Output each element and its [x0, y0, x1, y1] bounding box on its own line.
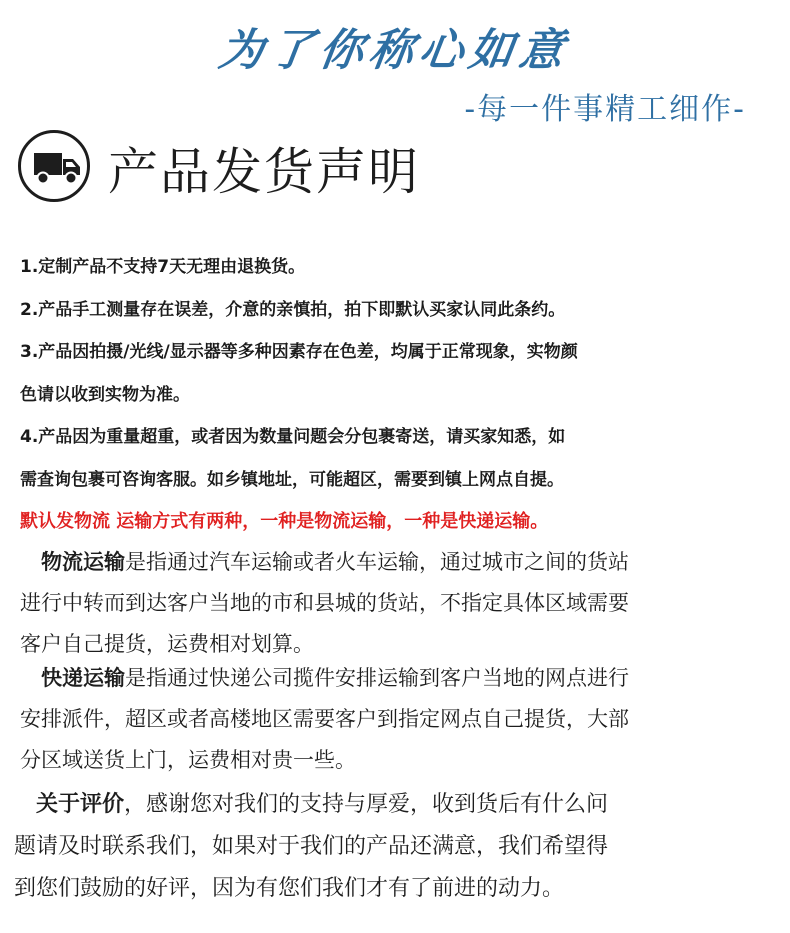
express-text: 是指通过快递公司揽件安排运输到客户当地的网点进行 — [125, 666, 629, 690]
notes-list — [20, 246, 780, 544]
express-text: 分区域送货上门，运费相对贵一些。 — [20, 748, 356, 772]
express-term: 快递运输 — [41, 666, 125, 690]
slogan: 为了你称心如意 — [215, 25, 573, 76]
express-paragraph — [20, 658, 770, 781]
highlight-note: 默认发物流 运输方式有两种，一种是物流运输，一种是快递运输。 — [20, 511, 549, 532]
review-term: 关于评价 — [36, 792, 125, 817]
logistics-term: 物流运输 — [41, 550, 125, 574]
review-text: 题请及时联系我们，如果对于我们的产品还满意，我们希望得 — [14, 834, 609, 859]
logistics-text: 进行中转而到达客户当地的市和县城的货站，不指定具体区域需要 — [20, 591, 629, 615]
note-line: 2.产品手工测量存在误差，介意的亲慎拍，拍下即默认买家认同此条约。 — [20, 299, 566, 320]
logistics-text: 是指通过汽车运输或者火车运输，通过城市之间的货站 — [125, 550, 629, 574]
tagline: -每一件事精工细作- — [464, 92, 746, 127]
logistics-text: 客户自己提货，运费相对划算。 — [20, 632, 314, 656]
page-title: 产品发货声明 — [108, 143, 420, 201]
note-line: 3.产品因拍摄/光线/显示器等多种因素存在色差，均属于正常现象，实物颜 — [20, 342, 578, 362]
note-line: 1.定制产品不支持7天无理由退换货。 — [20, 257, 306, 277]
review-paragraph — [14, 784, 784, 910]
logistics-paragraph — [20, 542, 770, 665]
express-text: 安排派件，超区或者高楼地区需要客户到指定网点自己提货，大部 — [20, 707, 629, 731]
truck-badge — [18, 130, 90, 202]
note-line: 4.产品因为重量超重，或者因为数量问题会分包裹寄送，请买家知悉，如 — [20, 427, 566, 447]
note-line: 需查询包裹可咨询客服。如乡镇地址，可能超区，需要到镇上网点自提。 — [20, 469, 564, 490]
review-text: ，感谢您对我们的支持与厚爱，收到货后有什么问 — [124, 792, 609, 817]
review-text: 到您们鼓励的好评，因为有您们我们才有了前进的动力。 — [14, 876, 565, 901]
delivery-truck-icon — [33, 151, 81, 185]
note-line: 色请以收到实物为准。 — [20, 384, 190, 405]
